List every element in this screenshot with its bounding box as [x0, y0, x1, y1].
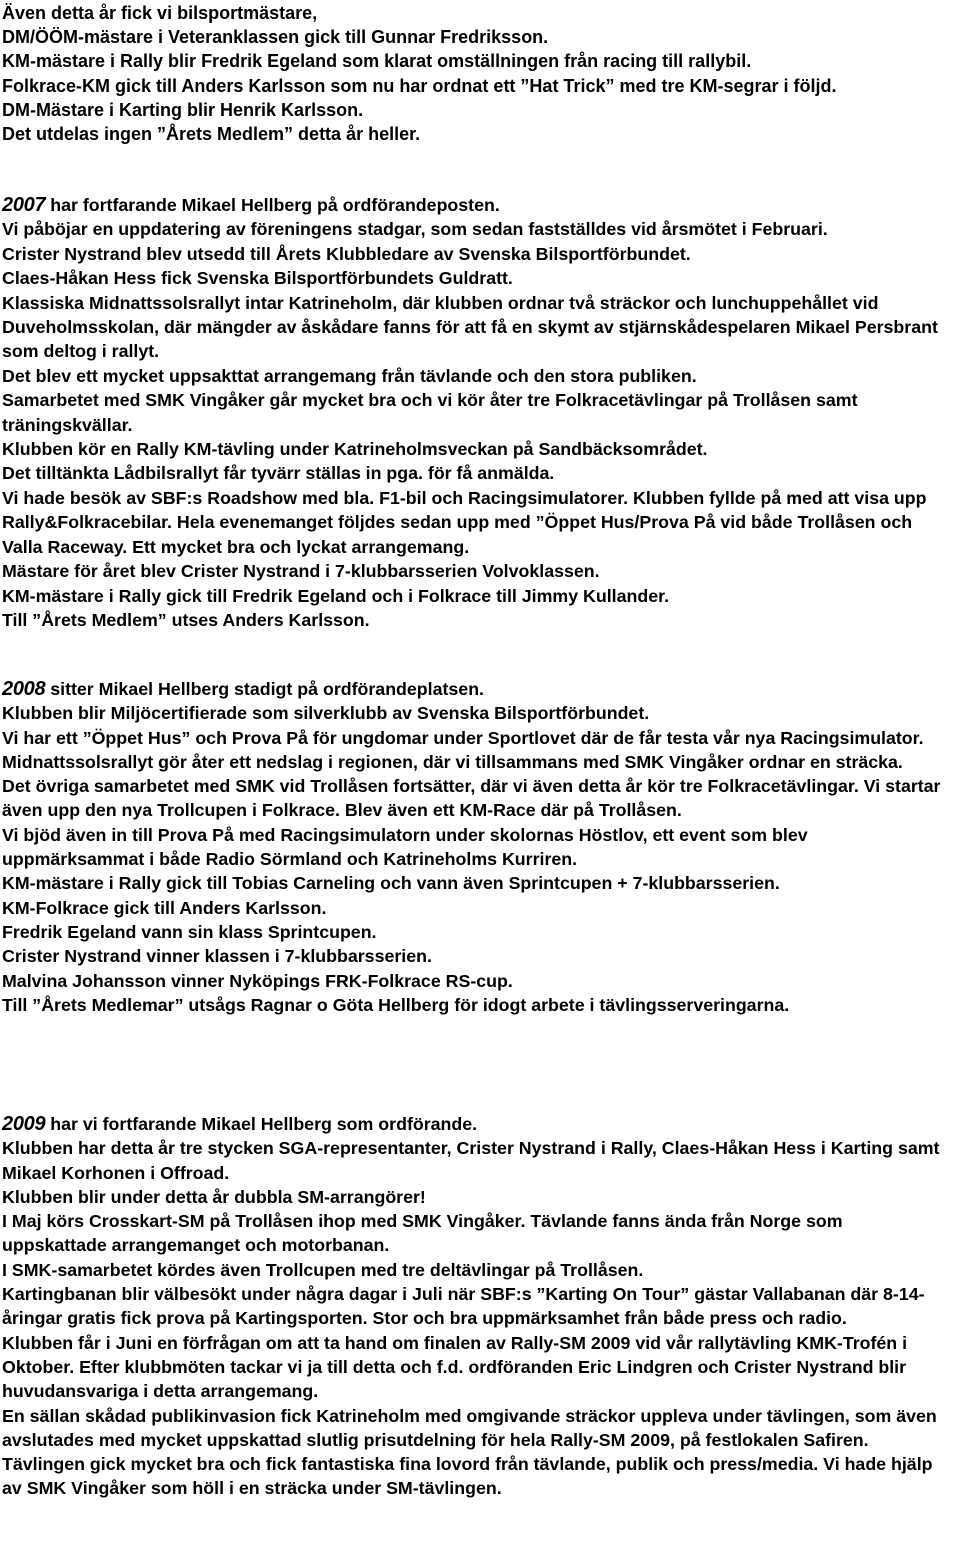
- section-2007: [2, 193, 952, 632]
- paragraph: Fredrik Egeland vann sin klass Sprintcupen.: [2, 921, 377, 942]
- paragraph: KM-mästare i Rally gick till Fredrik Egeland och i Folkrace till Jimmy Kullander.: [2, 585, 670, 606]
- paragraph: Folkrace-KM gick till Anders Karlsson som nu har ordnat ett ”Hat Trick” med tre KM-segrar i följd.: [2, 75, 837, 96]
- section-lead: [2, 1112, 952, 1136]
- paragraph: I Maj körs Crosskart-SM på Trollåsen ihop med SMK Vingåker. Tävlande fanns ända från Norge som uppskattade arrangemanget och motorbanan.: [2, 1211, 843, 1256]
- paragraph: KM-mästare i Rally gick till Tobias Carneling och vann även Sprintcupen + 7-klubbarsserien.: [2, 873, 780, 894]
- paragraph: Malvina Johansson vinner Nyköpings FRK-Folkrace RS-cup.: [2, 970, 513, 991]
- section-lead: [2, 677, 952, 701]
- section-2006: [2, 1, 952, 146]
- section-lead: [2, 193, 952, 217]
- paragraph: Det utdelas ingen ”Årets Medlem” detta år heller.: [2, 124, 421, 145]
- paragraph: I SMK-samarbetet kördes även Trollcupen med tre deltävlingar på Trollåsen.: [2, 1259, 644, 1280]
- paragraph: KM-Folkrace gick till Anders Karlsson.: [2, 897, 327, 918]
- paragraph: Crister Nystrand vinner klassen i 7-klubbarsserien.: [2, 946, 432, 967]
- paragraph: Det övriga samarbetet med SMK vid Trollåsen fortsätter, där vi även detta år kör tre Folkracetävlingar. Vi startar även upp den nya Trollcupen i Folkrace. Blev även ett KM-Race där på Trollåsen.: [2, 776, 941, 821]
- paragraph: Kartingbanan blir välbesökt under några dagar i Juli när SBF:s ”Karting On Tour” gästar Vallabanan där 8-14-åringar gratis fick prova på Kartingsporten. Stor och bra uppmärksamhet från både press och radio.: [2, 1284, 925, 1329]
- paragraph: Samarbetet med SMK Vingåker går mycket bra och vi kör åter tre Folkracetävlingar på Trollåsen samt träningskvällar.: [2, 390, 858, 435]
- year-heading: 2008: [2, 678, 46, 700]
- paragraph: Klubben blir Miljöcertifierade som silverklubb av Svenska Bilsportförbundet.: [2, 703, 650, 724]
- paragraph: Klubben blir under detta år dubbla SM-arrangörer!: [2, 1186, 426, 1207]
- paragraph: Klassiska Midnattssolsrallyt intar Katrineholm, där klubben ordnar två sträckor och lunchuppehållet vid Duveholmsskolan, där mängder av åskådare fanns för att få en skymt av stjärnskådespelaren Mikael Persbrant som deltog i rallyt.: [2, 292, 938, 362]
- year-heading: 2007: [2, 194, 46, 216]
- paragraph: En sällan skådad publikinvasion fick Katrineholm med omgivande sträckor uppleva under tävlingen, som även avslutades med mycket uppskattad slutlig prisutdelning för hela Rally-SM 2009, på festlokalen Safiren.: [2, 1405, 937, 1450]
- paragraph: Vi bjöd även in till Prova På med Racingsimulatorn under skolornas Höstlov, ett event som blev uppmärksammat i både Radio Sörmland och Katrineholms Kurriren.: [2, 824, 808, 870]
- paragraph: DM-Mästare i Karting blir Henrik Karlsson.: [2, 99, 364, 120]
- paragraph: Klubben kör en Rally KM-tävling under Katrineholmsveckan på Sandbäcksområdet.: [2, 439, 708, 460]
- paragraph: Tävlingen gick mycket bra och fick fantastiska fina lovord från tävlande, publik och press/media. Vi hade hjälp av SMK Vingåker som höll i en sträcka under SM-tävlingen.: [2, 1454, 933, 1499]
- paragraph: KM-mästare i Rally blir Fredrik Egeland som klarat omställningen från racing till rallybil.: [2, 51, 752, 72]
- paragraph: Vi har ett ”Öppet Hus” och Prova På för ungdomar under Sportlovet där de får testa vår nya Racingsimulator.: [2, 727, 924, 748]
- year-heading: 2009: [2, 1113, 46, 1135]
- paragraph: Till ”Årets Medlemar” utsågs Ragnar o Göta Hellberg för idogt arbete i tävlingsserveringarna.: [2, 994, 790, 1015]
- paragraph: Till ”Årets Medlem” utses Anders Karlsson.: [2, 609, 370, 630]
- paragraph: Mästare för året blev Crister Nystrand i 7-klubbarsserien Volvoklassen.: [2, 561, 600, 582]
- section-2009: [2, 1112, 952, 1501]
- paragraph: Klubben får i Juni en förfrågan om att ta hand om finalen av Rally-SM 2009 vid vår rallytävling KMK-Trofén i Oktober. Efter klubbmöten tackar vi ja till detta och f.d. ordföranden Eric Lindgren och Crister Nystrand blir huvudansvariga i detta arrangemang.: [2, 1332, 908, 1402]
- paragraph: Midnattssolsrallyt gör åter ett nedslag i regionen, där vi tillsammans med SMK Vingåker ordnar en sträcka.: [2, 751, 903, 772]
- section-2008: [2, 677, 952, 1017]
- paragraph: Claes-Håkan Hess fick Svenska Bilsportförbundets Guldratt.: [2, 268, 513, 289]
- paragraph: Crister Nystrand blev utsedd till Årets Klubbledare av Svenska Bilsportförbundet.: [2, 243, 691, 264]
- paragraph: DM/ÖÖM-mästare i Veteranklassen gick till Gunnar Fredriksson.: [2, 27, 549, 48]
- paragraph: Det blev ett mycket uppsakttat arrangemang från tävlande och den stora publiken.: [2, 365, 697, 386]
- paragraph: Vi hade besök av SBF:s Roadshow med bla. F1-bil och Racingsimulatorer. Klubben fyllde på med att visa upp Rally&Folkracebilar. Hela evenemanget följdes sedan upp med ”Öppet Hus/Prova På vid både Trollåsen och Valla Raceway. Ett mycket bra och lyckat arrangemang.: [2, 487, 927, 557]
- paragraph: Det tilltänkta Lådbilsrallyt får tyvärr ställas in pga. för få anmälda.: [2, 463, 555, 484]
- paragraph: Vi påböjar en uppdatering av föreningens stadgar, som sedan fastställdes vid årsmötet i Februari.: [2, 219, 828, 240]
- paragraph: Klubben har detta år tre stycken SGA-representanter, Crister Nystrand i Rally, Claes-Håkan Hess i Karting samt Mikael Korhonen i Offroad.: [2, 1138, 940, 1183]
- paragraph: Även detta år fick vi bilsportmästare,: [2, 3, 318, 23]
- lead-text: har fortfarande Mikael Hellberg på ordförandeposten.: [45, 195, 500, 215]
- lead-text: har vi fortfarande Mikael Hellberg som ordförande.: [45, 1114, 478, 1134]
- lead-text: sitter Mikael Hellberg stadigt på ordförandeplatsen.: [45, 679, 484, 699]
